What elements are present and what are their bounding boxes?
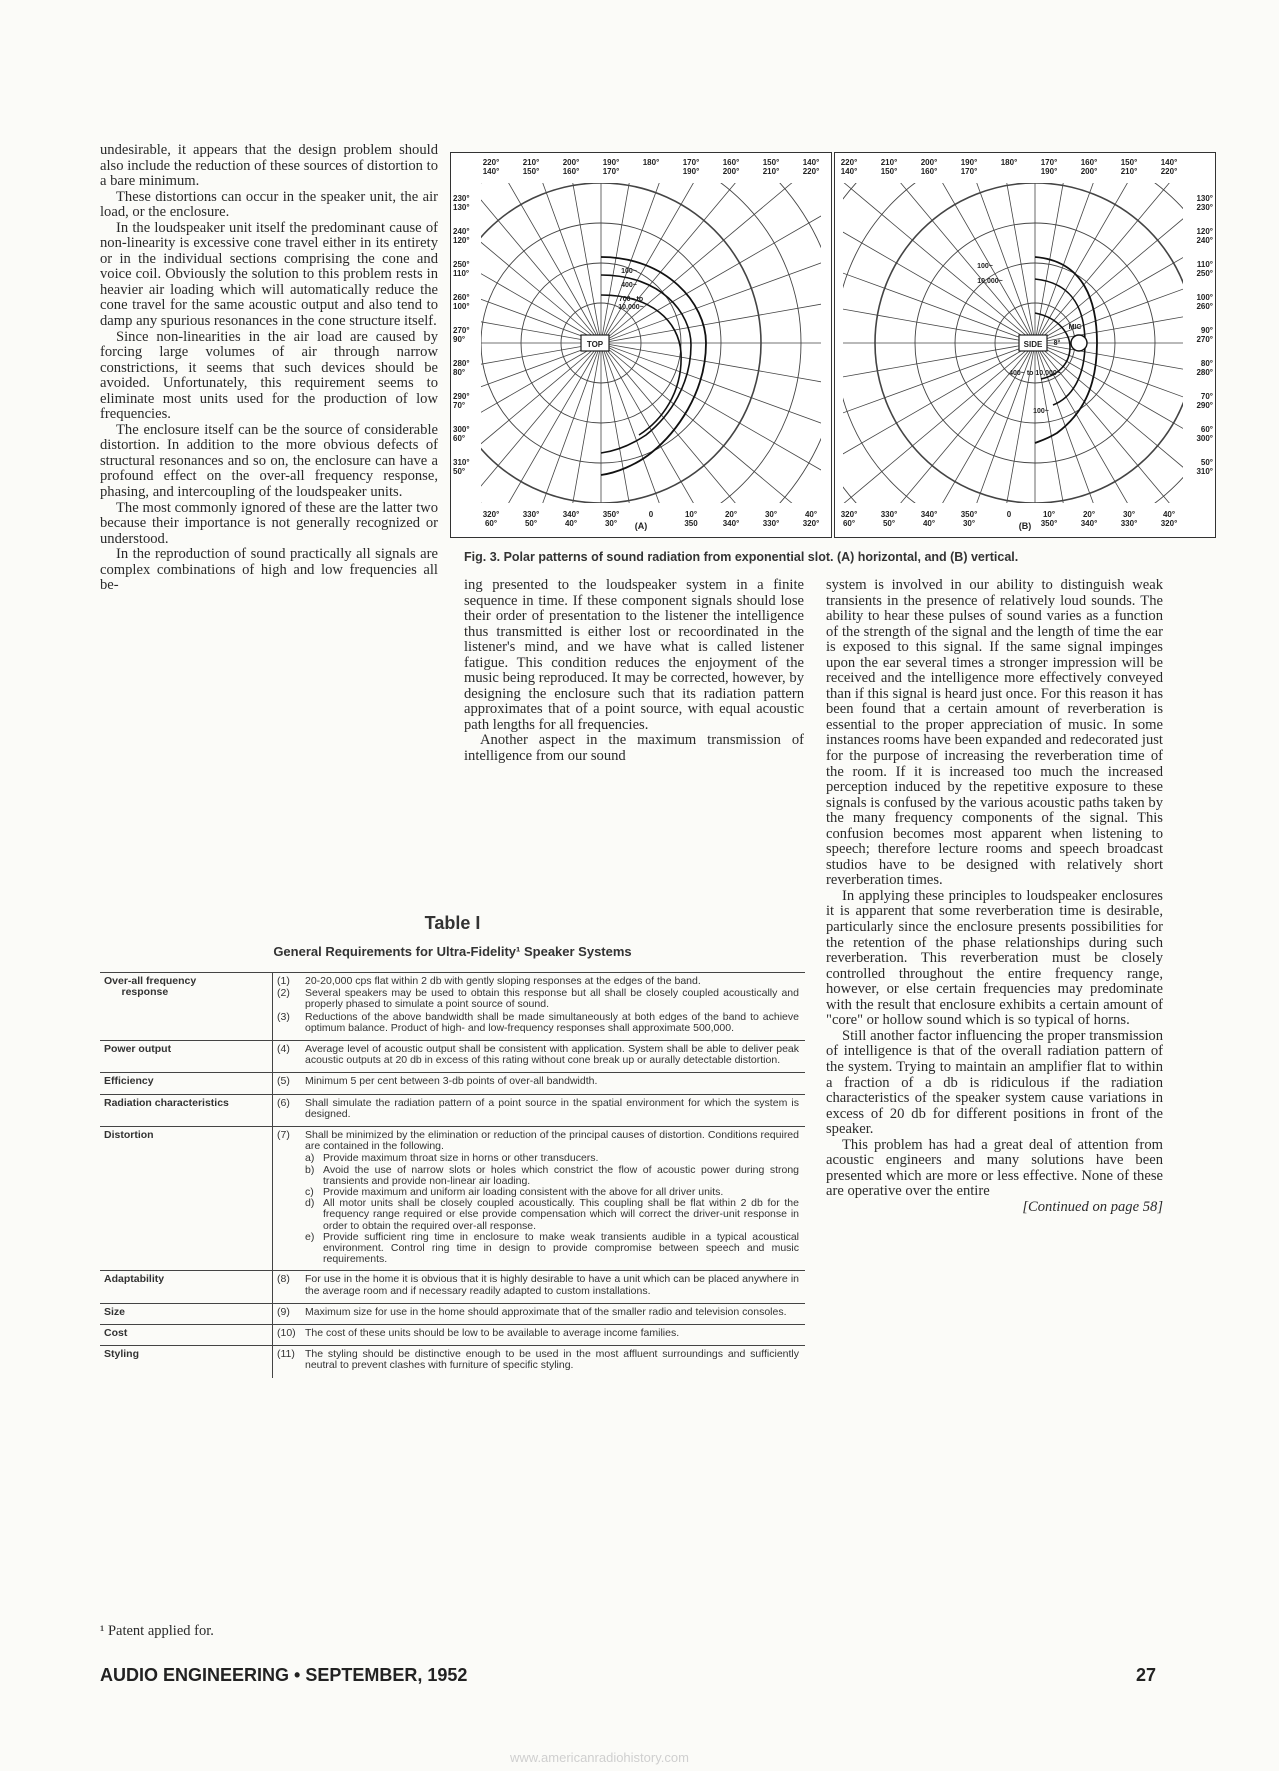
angle-label-bottom: 340° [722,519,740,528]
angle-label-top: 160° [1080,158,1098,167]
sub-item-text: Avoid the use of narrow slots or holes which constrict the flow of acoustic power during strong transients and provide non-linear air loading. [323,1163,799,1187]
angle-label-top: 200° [562,158,580,167]
mic-icon [1071,335,1087,351]
angle-label-side: 100° [453,302,470,311]
angle-label-bottom: 340° [1080,519,1098,528]
requirement-item [277,1044,799,1066]
angle-label-bottom: 320° [840,510,858,519]
requirement-item [277,1274,799,1296]
curve-label: 700~ to [618,296,644,303]
grid-radial [1035,153,1215,343]
angle-label-bottom: 350 [684,519,698,528]
angle-label-top: 220° [802,167,820,176]
grid-radial [1035,199,1215,343]
paragraph: In the loudspeaker unit itself the predominant cause of non-linearity is excessive cone travel either in its entirety or in the individual sections comprising the cone and voice coil. Obviously the solution to this problem rests in heavier air loading which will automatically reduce the cone travel for the same acoustic output and also tend to damp any spurious resonances in the cone structure itself. [100,219,438,330]
angle-label-side: 260° [1196,302,1213,311]
table-row [100,1325,805,1346]
angle-label-side: 100° [1196,293,1213,302]
angle-label-bottom: 350° [1040,519,1058,528]
angle-label-side: 230° [453,194,470,203]
figure-letter: (A) [634,521,648,531]
row-content [273,973,806,1041]
paragraph: ing presented to the loudspeaker system in a finite sequence in time. If these component signals should lose their order of presentation to the listener the intelligence thus transmitted is either lost or recoordinated in the listener's mind, and we have what is called listener fatigue. This condition reduces the enjoyment of the music being reproduced. It may be corrected, however, by designing the enclosure such that its radiation pattern approximates that of a point source, with equal acoustic path lengths for all frequencies. [464,577,804,733]
item-text: Minimum 5 per cent between 3-db points of over-all bandwidth. [305,1075,598,1088]
table-row [100,1094,805,1126]
angle-label-side: 80° [453,368,466,377]
row-content [273,1073,806,1094]
angle-label-bottom: 20° [724,510,738,519]
grid-radial [835,153,1035,343]
requirement-item [277,988,799,1010]
sub-item-letter: e) [305,1230,315,1243]
angle-label-top: 150° [522,167,540,176]
curve-label: 10,000~ [977,278,1003,285]
row-label: Power output [100,1041,273,1073]
grid-circle [451,153,801,537]
angle-label-bottom: 330° [522,510,540,519]
paragraph: system is involved in our ability to distinguish weak transients in the presence of relatively loud sounds. The ability to hear these pulses of sound varies as a function of the strength of the signal and the length of time the ear is exposed to this signal. If the same signal impinges upon the ear several times a stronger impression will be received and the intelligence more effectively conveyed than if this signal is heard just once. For this reason it has been found that a certain amount of reverberation is essential to the proper appreciation of music. In some instances rooms have been expanded and redecorated just for the purpose of increasing the reverberation time of the room. If it is increased too much the increased perception induced by the repetitive exposure to these signals is confused by the various acoustic paths taken by the many frequency components of the signal. This confusion becomes most apparent when listening to speech; therefore lecture rooms and speech broadcast studios have to be designed with relatively short reverberation times. [826,577,1163,889]
grid-radial [1035,153,1215,343]
curve-100 [601,257,706,475]
sub-item-text: All motor units shall be closely coupled acoustically. This coupling shall be flat within 2 db for the frequency range required or else provide compensation which will correct the driver-unit response in order to obtain the required over-all response. [323,1197,799,1232]
angle-label-top: 200° [920,158,938,167]
requirements-table [100,972,805,1378]
table-row [100,1073,805,1094]
grid-radial [835,343,1035,537]
angle-label-bottom: 40° [804,510,818,519]
angle-label-top: 210° [522,158,540,167]
sub-item-text: Provide maximum throat size in horns or other transducers. [323,1152,599,1165]
angle-label-side: 290° [1196,401,1213,410]
paragraph: Still another factor influencing the proper transmission of intelligence is that of the overall radiation pattern of the system. Trying to maintain an amplifier flat to within a fraction of a db is ridiculous if the radiation characteristics of the speaker system cause variations in excess of 20 db for different positions in front of the speaker. [826,1027,1163,1138]
item-text: Average level of acoustic output shall be consistent with application. System shall be able to deliver peak acoustic outputs at 20 db in excess of this rating without cone break up or aurally detectable distortion. [305,1043,799,1067]
requirement-item [277,976,799,987]
angle-label-side: 240° [453,227,470,236]
angle-label-bottom: 330° [1120,519,1138,528]
angle-label-side: 60° [1200,425,1213,434]
mic-label: MIC [1068,324,1082,331]
angle-label-top: 150° [762,158,780,167]
paragraph: Another aspect in the maximum transmission of intelligence from our sound [464,732,804,765]
angle-label-bottom: 340° [562,510,580,519]
curve-700-10000 [601,295,681,435]
table-title: Table I [424,913,481,933]
angle-label-side: 50° [1200,458,1213,467]
angle-label-side: 290° [453,392,470,401]
curve-label: 400~ to 10,000~ [1009,370,1061,377]
figure-caption: Fig. 3. Polar patterns of sound radiation from exponential slot. (A) horizontal, and (B) vertical. [464,550,1019,564]
grid-radial [457,343,601,537]
item-number: (5) [277,1075,290,1088]
angle-label-bottom: 30° [962,519,976,528]
grid-radial [1035,343,1215,487]
item-number: (4) [277,1043,290,1056]
text-column-3 [826,578,1163,1215]
table-row [100,973,805,1041]
table-row [100,1271,805,1303]
item-text: The styling should be distinctive enough to be used in the most affluent surroundings and sufficiently neutral to prevent clashes with furniture of specific styling. [305,1348,799,1372]
item-number: (1) [277,975,290,987]
angle-label-side: 270° [453,326,470,335]
grid-radial [601,343,831,416]
figure-letter: (B) [1018,521,1032,531]
sub-item-letter: d) [305,1197,315,1210]
angle-label-side: 310° [453,458,470,467]
grid-radial [601,343,811,537]
sub-item-text: Provide sufficient ring time in enclosure to make weak transients audible in a typical acoustical environment. Control ring time in design to provide compromise between speech and music requirements. [323,1230,799,1266]
paragraph: Since non-linearities in the air load are caused by forcing large volumes of air through narrow constrictions, it seems that such devices should be avoided. Unfortunately, this requirement seems to eliminate most units used for the production of low frequencies. [100,328,438,423]
requirement-item [277,1349,799,1371]
item-number: (11) [277,1348,295,1361]
angle-label-side: 270° [1196,335,1213,344]
footnote: ¹ Patent applied for. [100,1623,214,1639]
angle-label-side: 280° [453,359,470,368]
sub-item-letter: a) [305,1152,315,1165]
angle-label-side: 90° [1200,326,1213,335]
angle-label-top: 220° [840,158,858,167]
angle-label-bottom: 30° [604,519,618,528]
polar-pattern-vertical [834,152,1216,538]
item-number: (3) [277,1010,290,1023]
angle-label-top: 150° [1120,158,1138,167]
row-content [273,1271,806,1303]
text-column-2 [464,578,804,765]
grid-radial [601,153,745,343]
grid-radial [891,153,1035,343]
angle-label-top: 170° [682,158,700,167]
angle-label-top: 170° [602,167,620,176]
grid-radial [835,343,1035,537]
row-content [273,1325,806,1346]
angle-label-bottom: 340° [920,510,938,519]
polar-chart-a [451,153,831,537]
grid-radial [451,199,601,343]
grid-radial [1035,153,1215,343]
angle-label-bottom: 0 [1006,510,1012,519]
grid-radial [962,153,1035,343]
angle-label-bottom: 330° [880,510,898,519]
item-text: Maximum size for use in the home should approximate that of the smaller radio and television consoles. [305,1305,787,1318]
angle-label-side: 120° [1196,227,1213,236]
angle-label-bottom: 350° [960,510,978,519]
curve-label: 400~ [621,282,637,289]
item-text: For use in the home it is obvious that it is highly desirable to have a unit which can be placed anywhere in the average room and if necessary readily adapted to custom installations. [305,1273,799,1297]
angle-label-bottom: 20° [1082,510,1096,519]
angle-label-top: 210° [1120,167,1138,176]
angle-label-top: 170° [1040,158,1058,167]
item-number: (10) [277,1327,296,1340]
curve-label: 100~ [1033,408,1049,415]
row-label: Over-all frequency response [100,973,273,1041]
table-row [100,1041,805,1073]
angle-annotation: 8° [1053,340,1061,347]
angle-label-side: 260° [453,293,470,302]
row-content [273,1127,806,1271]
row-label: Distortion [100,1127,273,1271]
grid-radial [601,153,811,343]
row-content [273,1041,806,1073]
sub-item [305,1165,799,1187]
requirement-item [277,1012,799,1034]
row-content [273,1303,806,1324]
row-content [273,1094,806,1126]
angle-label-side: 300° [453,425,470,434]
angle-label-top: 220° [1160,167,1178,176]
angle-label-bottom: 40° [1162,510,1176,519]
angle-label-side: 70° [1200,392,1213,401]
item-text: 20-20,000 cps flat within 2 db with gently sloping responses at the edges of the band. [305,975,701,987]
angle-label-top: 190° [960,158,978,167]
paragraph: In applying these principles to loudspeaker enclosures it is apparent that some reverberation time is desirable, particularly since the enclosure presents possibilities for the retention of the phase relationships during such reverberation. This reverberation must be closely controlled throughout the entire frequency range, however, or else certain frequencies may predominate with the result that enclosure exhibits a certain amount of "core" or hollow sound which is so typical of horns. [826,887,1163,1029]
angle-label-bottom: 60° [484,519,498,528]
grid-radial [835,153,1035,343]
item-text: Shall be minimized by the elimination or reduction of the principal causes of distortion. Conditions required are contained in the following. [305,1129,799,1153]
sub-item-letter: c) [305,1186,314,1199]
grid-radial [835,199,1035,343]
angle-label-top: 200° [722,167,740,176]
angle-label-bottom: 50° [882,519,896,528]
grid-radial [1035,153,1179,343]
angle-label-bottom: 320° [1160,519,1178,528]
row-content [273,1346,806,1378]
requirement-item [277,1328,799,1339]
curve-label: 10,000~ [618,304,644,311]
polar-chart-b [835,153,1215,537]
paragraph: In the reproduction of sound practically all signals are complex combinations of high and low frequencies all be- [100,546,438,594]
angle-label-bottom: 60° [842,519,856,528]
item-number: (8) [277,1273,290,1286]
paragraph: undesirable, it appears that the design problem should also include the reduction of these sources of distortion to a bare minimum. [100,142,438,190]
angle-label-bottom: 0 [648,510,654,519]
item-text: The cost of these units should be low to be available to average income families. [305,1327,680,1340]
sub-item-text: Provide maximum and uniform air loading consistent with the above for all driver units. [323,1186,724,1199]
table-subtitle: General Requirements for Ultra-Fidelity¹ Speaker Systems [273,944,632,959]
angle-label-side: 110° [1196,260,1213,269]
angle-label-side: 110° [453,269,470,278]
angle-label-side: 120° [453,236,470,245]
polar-pattern-horizontal [450,152,832,538]
row-label: Radiation characteristics [100,1094,273,1126]
angle-label-side: 90° [453,335,466,344]
paragraph: The enclosure itself can be the source of considerable distortion. In addition to the more obvious defects of structural resonances and so on, the enclosure can have a profound effect on the over-all frequency response, phasing, and intercoupling of the loudspeaker units. [100,421,438,501]
angle-label-side: 250° [1196,269,1213,278]
angle-label-top: 160° [722,158,740,167]
angle-label-top: 180° [642,158,660,167]
sub-item [305,1198,799,1232]
angle-label-top: 190° [602,158,620,167]
angle-label-top: 140° [802,158,820,167]
sub-item [305,1153,799,1164]
requirement-item [277,1307,799,1318]
angle-label-top: 150° [880,167,898,176]
grid-radial [1035,153,1108,343]
grid-radial [835,153,1035,343]
angle-label-top: 210° [880,158,898,167]
angle-label-side: 80° [1200,359,1213,368]
angle-label-side: 50° [453,467,466,476]
grid-radial [601,343,745,537]
angle-label-side: 230° [1196,203,1213,212]
angle-label-top: 200° [1080,167,1098,176]
angle-label-top: 190° [682,167,700,176]
row-label: Styling [100,1346,273,1378]
page-number: 27 [1136,1665,1157,1685]
table-row [100,1127,805,1271]
grid-radial [835,343,1035,537]
grid-radial [451,343,601,487]
angle-label-top: 170° [960,167,978,176]
angle-label-top: 140° [840,167,858,176]
page-footer: AUDIO ENGINEERING • SEPTEMBER, 1952 [100,1665,468,1685]
angle-label-top: 140° [482,167,500,176]
angle-label-side: 70° [453,401,466,410]
angle-label-bottom: 40° [564,519,578,528]
angle-label-side: 250° [453,260,470,269]
angle-label-top: 160° [562,167,580,176]
angle-label-bottom: 320° [482,510,500,519]
grid-radial [457,153,601,343]
grid-radial [835,343,1035,537]
curve-label: 100~ [977,263,993,270]
watermark: www.americanradiohistory.com [510,1750,689,1765]
center-label: TOP [586,340,604,349]
table-row [100,1303,805,1324]
angle-label-bottom: 30° [764,510,778,519]
angle-label-side: 130° [453,203,470,212]
item-number: (2) [277,987,290,1000]
angle-label-bottom: 50° [524,519,538,528]
paragraph: The most commonly ignored of these are the latter two because their importance is not generally recognized or understood. [100,499,438,547]
polar-grid [451,153,831,537]
curve-label: 100~ [621,268,637,275]
item-text: Reductions of the above bandwidth shall be made simultaneously at both edges of the band to achieve optimum balance. Product of high- and low-frequency responses shall approximate 500,000. [305,1010,799,1034]
angle-label-bottom: 330° [762,519,780,528]
item-text: Several speakers may be used to obtain this response but all shall be closely coupled acoustically and properly phased to simulate a point source of sound. [305,987,799,1011]
grid-radial [528,153,601,343]
angle-label-bottom: 30° [1122,510,1136,519]
angle-label-side: 240° [1196,236,1213,245]
grid-radial [1035,153,1215,343]
grid-radial [835,153,1035,343]
angle-label-bottom: 10° [1042,510,1056,519]
angle-label-bottom: 320° [802,519,820,528]
item-number: (7) [277,1129,290,1142]
angle-label-top: 210° [762,167,780,176]
angle-label-top: 190° [1040,167,1058,176]
requirement-item [277,1076,799,1087]
angle-label-top: 180° [1000,158,1018,167]
sub-item-letter: b) [305,1163,315,1176]
angle-label-side: 310° [1196,467,1213,476]
row-label: Size [100,1303,273,1324]
grid-radial [1035,270,1215,343]
item-number: (9) [277,1305,290,1318]
paragraph: These distortions can occur in the speaker unit, the air load, or the enclosure. [100,188,438,221]
row-label: Efficiency [100,1073,273,1094]
requirement-item [277,1130,799,1152]
angle-label-side: 130° [1196,194,1213,203]
grid-radial [601,343,831,537]
item-text: Shall simulate the radiation pattern of a point source in the spatial environment for which the system is designed. [305,1096,799,1120]
grid-radial [835,343,1035,487]
grid-radial [1035,343,1215,416]
angle-label-side: 300° [1196,434,1213,443]
angle-label-bottom: 10° [684,510,698,519]
table-row [100,1346,805,1378]
paragraph: This problem has had a great deal of attention from acoustic engineers and many solutions have been presented which are more or less effective. None of these are operative over the entire [826,1136,1163,1200]
angle-label-bottom: 40° [922,519,936,528]
angle-label-side: 280° [1196,368,1213,377]
continued-note: [Continued on page 58] [1022,1198,1163,1215]
text-column-1 [100,143,438,594]
sub-item [305,1232,799,1266]
angle-label-side: 60° [453,434,466,443]
angle-label-top: 220° [482,158,500,167]
item-number: (6) [277,1096,290,1109]
angle-label-top: 140° [1160,158,1178,167]
angle-label-top: 160° [920,167,938,176]
center-label: SIDE [1023,340,1043,349]
angle-label-bottom: 350° [602,510,620,519]
row-label: Cost [100,1325,273,1346]
row-label: Adaptability [100,1271,273,1303]
requirement-item [277,1098,799,1120]
